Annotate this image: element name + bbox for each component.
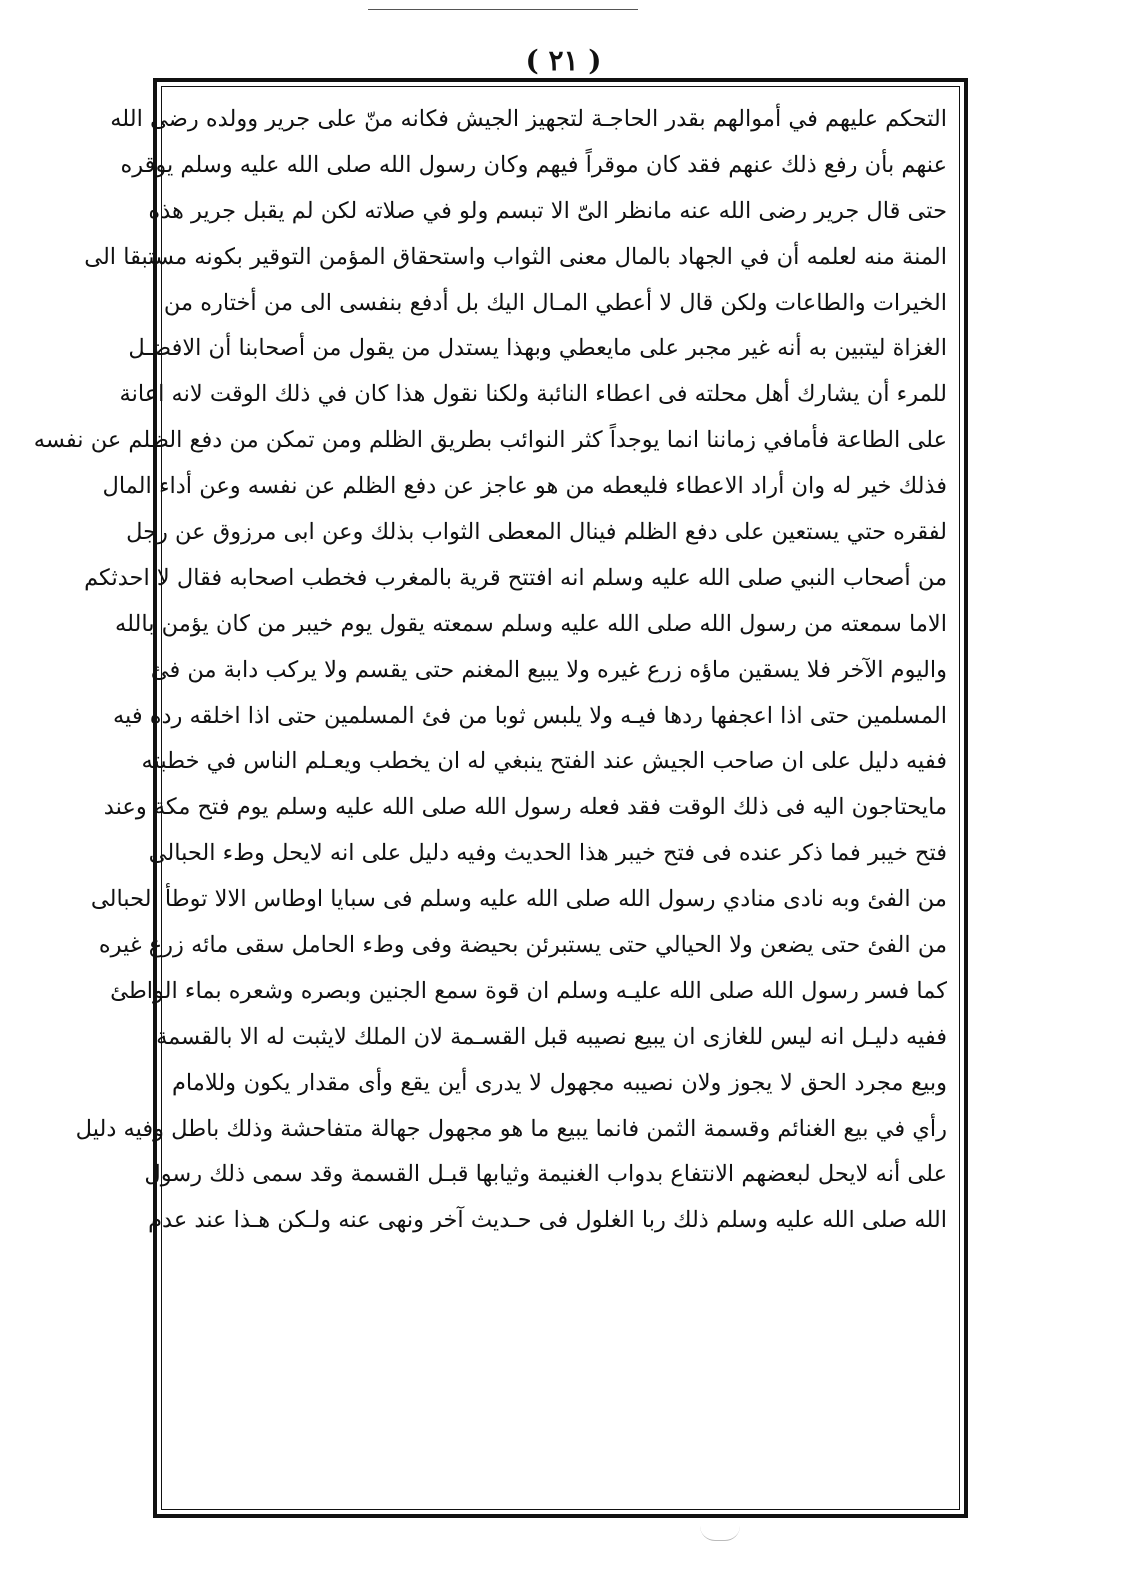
text-line: على الطاعة فأمافي زماننا انما يوجداً كثر النوائب بطريق الظلم ومن تمكن من دفع الظلم عن نفسه: [33, 427, 947, 454]
text-line: من أصحاب النبي صلى الله عليه وسلم انه افتتح قرية بالمغرب فخطب اصحابه فقال لا احدثكم: [84, 564, 947, 591]
text-line: حتى قال جرير رضى الله عنه مانظر الىّ الا تبسم ولو في صلاته لكن لم يقبل جرير هذه: [148, 197, 947, 224]
text-line: رأي في بيع الغنائم وقسمة الثمن فانما يبيع ما هو مجهول جهالة متفاحشة وذلك باطل وفيه دليل: [75, 1115, 947, 1142]
text-line: على أنه لايحل لبعضهم الانتفاع بدواب الغنيمة وثيابها قبـل القسمة وقد سمى ذلك رسول: [144, 1161, 947, 1188]
text-line: فتح خيبر فما ذكر عنده فى فتح خيبر هذا الحديث وفيه دليل على انه لايحل وطء الحبالى: [148, 840, 947, 867]
text-line: مايحتاجون اليه فى ذلك الوقت فقد فعله رسول الله صلى الله عليه وسلم يوم فتح مكة وعند: [103, 794, 947, 821]
page-number: ( ٢١ ): [525, 44, 602, 77]
top-rule: [368, 9, 638, 10]
inner-page-frame: [33, 86, 960, 1510]
text-line: الخيرات والطاعات ولكن قال لا أعطي المـال اليك بل أدفع بنفسى الى من أختاره من: [163, 289, 947, 316]
text-line: واليوم الآخر فلا يسقين ماؤه زرع غيره ولا يبيع المغنم حتى يقسم ولا يركب دابة من فئ: [150, 656, 947, 683]
text-line: الله صلى الله عليه وسلم ذلك ربا الغلول فى حـديث آخر ونهى عنه ولـكن هـذا عند عدم: [148, 1207, 947, 1234]
text-line: من الفئ وبه نادى منادي رسول الله صلى الله عليه وسلم فى سبايا اوطاس الالا توطأ الحبالى: [90, 886, 947, 913]
text-line: التحكم عليهم في أموالهم بقدر الحاجـة لتجهيز الجيش فكانه منّ على جرير وولده رضى الله: [110, 106, 947, 132]
text-line: ففيه دليل على ان صاحب الجيش عند الفتح ينبغي له ان يخطب ويعـلم الناس في خطبته: [141, 748, 947, 775]
text-line: من الفئ حتى يضعن ولا الحيالي حتى يستبرئن بحيضة وفى وطء الحامل سقى مائه زرع غيره: [98, 932, 947, 959]
text-line: عنهم بأن رفع ذلك عنهم فقد كان موقراً فيهم وكان رسول الله صلى الله عليه وسلم يوقره: [120, 151, 947, 178]
text-line: وبيع مجرد الحق لا يجوز ولان نصيبه مجهول لا يدرى أين يقع وأى مقدار يكون وللامام: [172, 1069, 947, 1096]
text-line: المسلمين حتى اذا اعجفها ردها فيـه ولا يلبس ثوبا من فئ المسلمين حتى اذا اخلقه رده فيه: [112, 702, 947, 729]
text-line: لفقره حتي يستعين على دفع الظلم فينال المعطى الثواب بذلك وعن ابى مرزوق عن رجل: [126, 519, 947, 546]
text-line: الاما سمعته من رسول الله صلى الله عليه وسلم سمعته يقول يوم خيبر من كان يؤمن بالله: [115, 610, 947, 637]
text-line: للمرء أن يشارك أهل محلته فى اعطاء النائبة ولكنا نقول هذا كان في ذلك الوقت لانه اعانة: [119, 381, 947, 408]
text-line: فذلك خير له وان أراد الاعطاء فليعطه من هو عاجز عن دفع الظلم عن نفسه وعن أداء المال: [102, 473, 947, 500]
text-body: [33, 97, 947, 1244]
bottom-smudge-mark: [700, 1526, 740, 1541]
text-line: المنة منه لعلمه أن في الجهاد بالمال معنى الثواب واستحقاق المؤمن التوقير بكونه مستبقا الى: [84, 243, 947, 270]
text-line: الغزاة ليتبين به أنه غير مجبر على مايعطي وبهذا يستدل من يقول من أصحابنا أن الافضـل: [128, 335, 947, 362]
text-line: ففيه دليـل انه ليس للغازى ان يبيع نصيبه قبل القسـمة لان الملك لايثبت له الا بالقسمة: [156, 1023, 947, 1050]
text-line: كما فسر رسول الله صلى الله عليـه وسلم ان قوة سمع الجنين وبصره وشعره بماء الواطئ: [110, 977, 947, 1004]
